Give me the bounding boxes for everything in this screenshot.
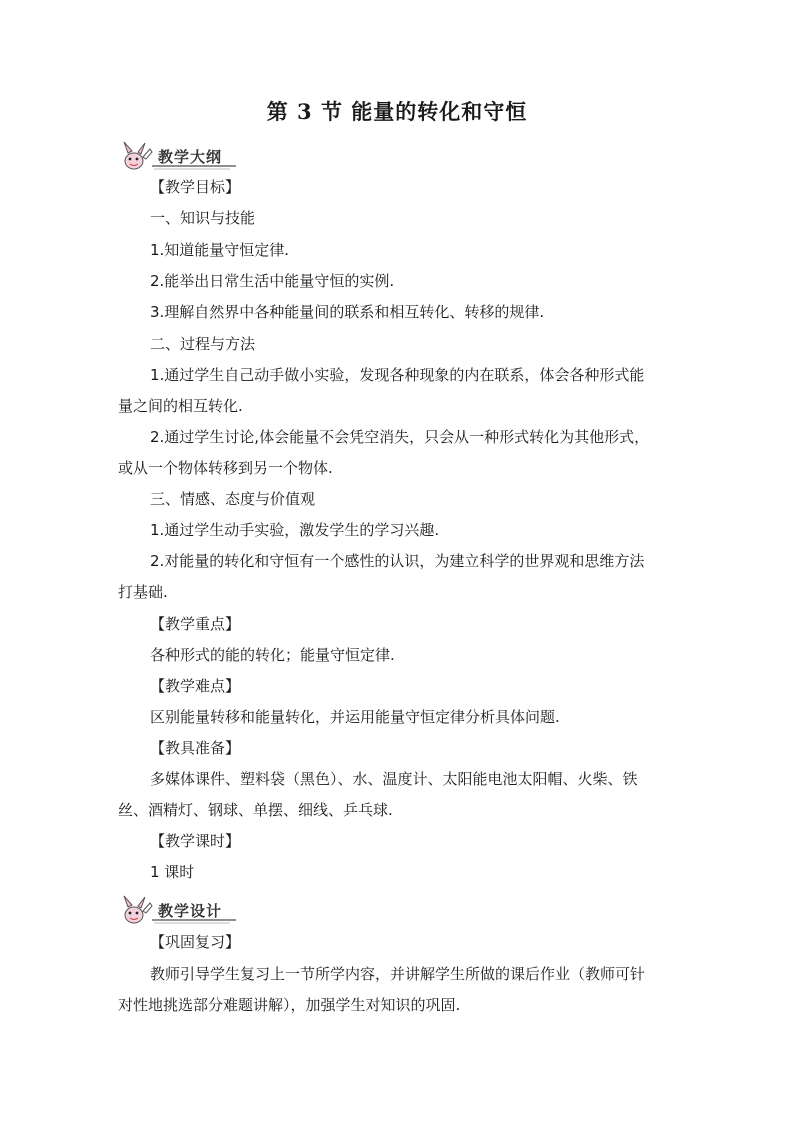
text-line: 丝、酒精灯、钢球、单摆、细线、乒乓球. [118,801,393,819]
section-badge-design [118,893,248,927]
text-line: 2.对能量的转化和守恒有一个感性的认识，为建立科学的世界观和思维方法 [150,552,645,570]
text-line: 教师引导学生复习上一节所学内容，并讲解学生所做的课后作业（教师可针 [150,965,646,983]
text-line: 各种形式的能的转化；能量守恒定律. [150,646,395,664]
section-label: 教学大纲 [158,148,223,166]
text-line: 或从一个物体转移到另一个物体. [118,459,333,477]
heading-class-hours: 【教学课时】 [150,832,241,850]
text-line: 一、知识与技能 [150,209,256,227]
text-line: 1.通过学生动手实验，激发学生的学习兴趣. [150,521,440,539]
heading-key-points: 【教学重点】 [150,615,241,633]
heading-teaching-aids: 【教具准备】 [150,739,241,757]
text-line: 1.知道能量守恒定律. [150,241,290,259]
text-line: 量之间的相互转化. [118,397,243,415]
text-line: 1.通过学生自己动手做小实验，发现各种现象的内在联系，体会各种形式能 [150,366,645,384]
heading-review: 【巩固复习】 [150,933,241,951]
text-line: 二、过程与方法 [150,335,256,353]
text-line: 区别能量转移和能量转化，并运用能量守恒定律分析具体问题. [150,708,560,726]
text-line: 打基础. [118,583,168,601]
heading-teaching-goals: 【教学目标】 [150,178,241,196]
text-line: 3.理解自然界中各种能量间的联系和相互转化、转移的规律. [150,303,545,321]
text-line: 2.能举出日常生活中能量守恒的实例. [150,272,395,290]
page-title: 第 3 节 能量的转化和守恒 [266,99,528,124]
heading-difficulties: 【教学难点】 [150,677,241,695]
text-line: 多媒体课件、塑料袋（黑色）、水、温度计、太阳能电池太阳帽、火柴、铁 [150,770,638,788]
text-line: 1 课时 [150,863,195,881]
section-badge-syllabus [118,139,248,173]
section-label: 教学设计 [158,902,223,920]
text-line: 2.通过学生讨论,体会能量不会凭空消失，只会从一种形式转化为其他形式， [150,428,650,446]
text-line: 对性地挑选部分难题讲解），加强学生对知识的巩固. [118,996,461,1014]
text-line: 三、情感、态度与价值观 [150,490,316,508]
